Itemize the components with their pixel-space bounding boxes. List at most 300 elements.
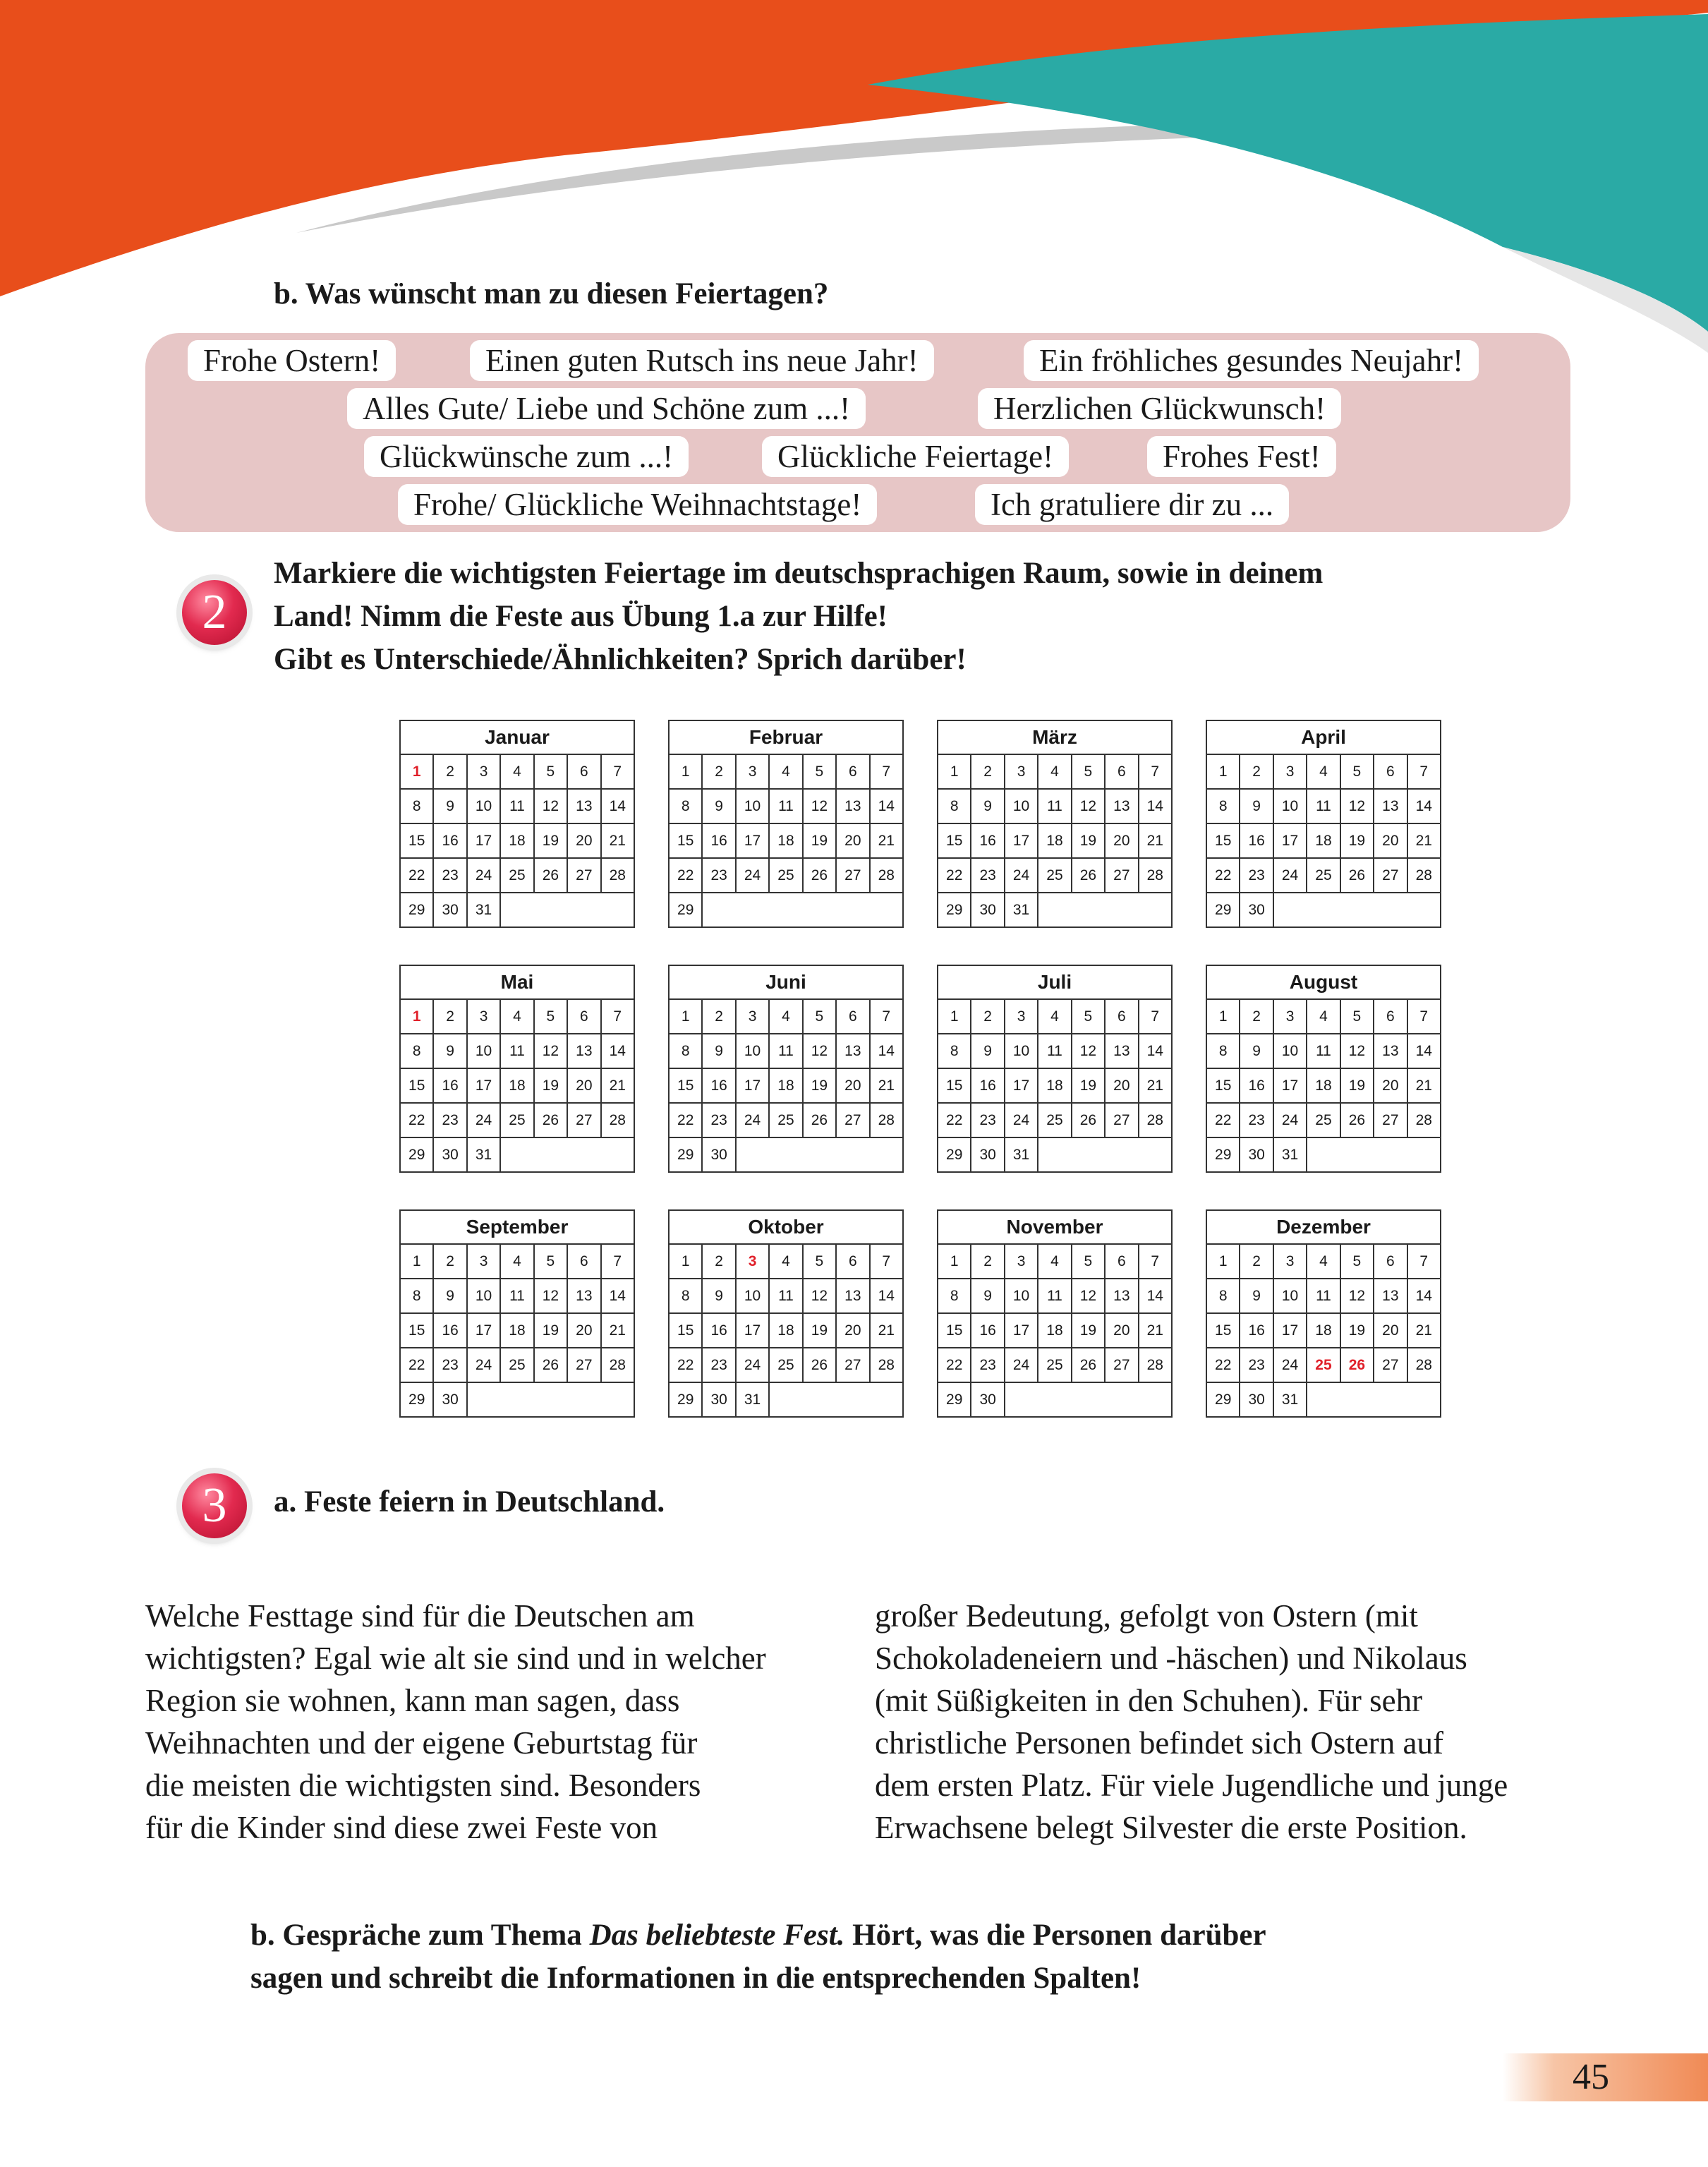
calendar-day[interactable]: 1 — [400, 999, 433, 1034]
calendar-day[interactable]: 5 — [534, 999, 567, 1034]
calendar-day[interactable]: 25 — [769, 858, 802, 893]
calendar-day[interactable]: 21 — [601, 823, 634, 858]
calendar-day[interactable]: 20 — [1105, 1313, 1138, 1348]
calendar-day[interactable]: 23 — [1240, 858, 1273, 893]
calendar-day[interactable]: 1 — [669, 999, 702, 1034]
calendar-day[interactable]: 12 — [1072, 1034, 1105, 1068]
calendar-day[interactable]: 13 — [1105, 1279, 1138, 1313]
calendar-day[interactable]: 14 — [1407, 789, 1441, 823]
calendar-day[interactable]: 31 — [1005, 1137, 1038, 1172]
calendar-day[interactable]: 2 — [971, 1244, 1004, 1279]
calendar-day[interactable]: 21 — [1139, 1313, 1172, 1348]
calendar-day[interactable]: 26 — [803, 858, 836, 893]
calendar-day[interactable]: 6 — [567, 754, 600, 789]
calendar-day[interactable]: 2 — [1240, 1244, 1273, 1279]
calendar-day[interactable]: 23 — [433, 1103, 466, 1137]
calendar-day[interactable]: 17 — [1005, 823, 1038, 858]
calendar-day[interactable]: 22 — [1206, 858, 1240, 893]
calendar-day[interactable]: 24 — [467, 1103, 500, 1137]
calendar-day[interactable]: 10 — [736, 789, 769, 823]
calendar-day[interactable]: 23 — [971, 1103, 1004, 1137]
calendar-day[interactable]: 14 — [1139, 789, 1172, 823]
calendar-day[interactable]: 4 — [1038, 1244, 1071, 1279]
calendar-day[interactable]: 19 — [1340, 1068, 1374, 1103]
calendar-day[interactable]: 20 — [1105, 1068, 1138, 1103]
calendar-day[interactable]: 15 — [400, 823, 433, 858]
calendar-day[interactable]: 9 — [1240, 1279, 1273, 1313]
calendar-day[interactable]: 28 — [870, 1348, 903, 1382]
calendar-day[interactable]: 25 — [1038, 858, 1071, 893]
calendar-day[interactable]: 20 — [567, 1068, 600, 1103]
calendar-day[interactable]: 18 — [1307, 1313, 1340, 1348]
calendar-day[interactable]: 22 — [400, 858, 433, 893]
calendar-day[interactable]: 14 — [1139, 1279, 1172, 1313]
calendar-day[interactable]: 28 — [601, 1348, 634, 1382]
calendar-day[interactable]: 18 — [1307, 823, 1340, 858]
calendar-day[interactable]: 23 — [1240, 1348, 1273, 1382]
calendar-day[interactable]: 19 — [534, 823, 567, 858]
calendar-day[interactable]: 22 — [669, 1348, 702, 1382]
calendar-day[interactable]: 9 — [1240, 1034, 1273, 1068]
calendar-day[interactable]: 8 — [1206, 1034, 1240, 1068]
calendar-day[interactable]: 25 — [769, 1103, 802, 1137]
calendar-day[interactable]: 8 — [938, 1279, 971, 1313]
calendar-day[interactable]: 10 — [1273, 1034, 1307, 1068]
calendar-day[interactable]: 3 — [1005, 999, 1038, 1034]
calendar-day[interactable]: 8 — [400, 789, 433, 823]
calendar-day[interactable]: 14 — [601, 1279, 634, 1313]
calendar-day[interactable]: 8 — [938, 1034, 971, 1068]
calendar-day[interactable]: 8 — [669, 1279, 702, 1313]
calendar-day[interactable]: 12 — [1340, 789, 1374, 823]
calendar-day[interactable]: 10 — [736, 1279, 769, 1313]
calendar-day[interactable]: 30 — [1240, 893, 1273, 927]
calendar-day[interactable]: 17 — [467, 1068, 500, 1103]
calendar-day[interactable]: 11 — [1038, 789, 1071, 823]
calendar-day[interactable]: 8 — [400, 1034, 433, 1068]
calendar-day[interactable]: 21 — [870, 1313, 903, 1348]
calendar-day[interactable]: 15 — [400, 1068, 433, 1103]
calendar-day[interactable]: 20 — [836, 1313, 869, 1348]
calendar-day[interactable]: 18 — [500, 823, 533, 858]
calendar-day[interactable]: 27 — [1105, 1348, 1138, 1382]
calendar-day[interactable]: 7 — [1139, 1244, 1172, 1279]
calendar-day[interactable]: 4 — [1307, 1244, 1340, 1279]
calendar-day[interactable]: 12 — [534, 1034, 567, 1068]
calendar-day[interactable]: 5 — [534, 754, 567, 789]
calendar-day[interactable]: 13 — [836, 789, 869, 823]
calendar-day[interactable]: 29 — [1206, 1382, 1240, 1417]
calendar-day[interactable]: 27 — [1374, 858, 1407, 893]
calendar-day[interactable]: 29 — [669, 1137, 702, 1172]
calendar-day[interactable]: 17 — [1273, 823, 1307, 858]
calendar-day[interactable]: 16 — [971, 823, 1004, 858]
calendar-day[interactable]: 28 — [1139, 1103, 1172, 1137]
calendar-day[interactable]: 25 — [769, 1348, 802, 1382]
calendar-day[interactable]: 18 — [500, 1313, 533, 1348]
calendar-day[interactable]: 22 — [938, 1103, 971, 1137]
calendar-day[interactable]: 3 — [1273, 1244, 1307, 1279]
calendar-day[interactable]: 17 — [467, 823, 500, 858]
calendar-day[interactable]: 16 — [971, 1068, 1004, 1103]
calendar-day[interactable]: 26 — [534, 1103, 567, 1137]
calendar-day[interactable]: 3 — [467, 999, 500, 1034]
calendar-day[interactable]: 22 — [669, 1103, 702, 1137]
calendar-day[interactable]: 2 — [433, 999, 466, 1034]
calendar-day[interactable]: 29 — [400, 1382, 433, 1417]
calendar-day[interactable]: 2 — [702, 999, 735, 1034]
calendar-day[interactable]: 18 — [769, 1068, 802, 1103]
calendar-day[interactable]: 15 — [400, 1313, 433, 1348]
calendar-day[interactable]: 7 — [1407, 999, 1441, 1034]
calendar-day[interactable]: 13 — [1374, 1279, 1407, 1313]
calendar-day[interactable]: 9 — [1240, 789, 1273, 823]
calendar-day[interactable]: 14 — [870, 1034, 903, 1068]
calendar-day[interactable]: 11 — [1038, 1279, 1071, 1313]
calendar-day[interactable]: 20 — [836, 1068, 869, 1103]
calendar-day[interactable]: 14 — [1407, 1279, 1441, 1313]
calendar-day[interactable]: 11 — [500, 789, 533, 823]
calendar-day[interactable]: 11 — [500, 1279, 533, 1313]
calendar-day[interactable]: 6 — [1105, 999, 1138, 1034]
calendar-day[interactable]: 26 — [1072, 1348, 1105, 1382]
calendar-day[interactable]: 27 — [836, 858, 869, 893]
calendar-day[interactable]: 30 — [971, 1382, 1004, 1417]
calendar-day[interactable]: 11 — [769, 789, 802, 823]
calendar-day[interactable]: 7 — [1139, 754, 1172, 789]
calendar-day[interactable]: 5 — [1072, 1244, 1105, 1279]
calendar-day[interactable]: 29 — [938, 893, 971, 927]
calendar-day[interactable]: 8 — [1206, 1279, 1240, 1313]
calendar-day[interactable]: 13 — [567, 1279, 600, 1313]
calendar-day[interactable]: 8 — [400, 1279, 433, 1313]
calendar-day[interactable]: 7 — [870, 754, 903, 789]
calendar-day[interactable]: 17 — [736, 1313, 769, 1348]
calendar-day[interactable]: 6 — [1374, 999, 1407, 1034]
calendar-day[interactable]: 23 — [433, 858, 466, 893]
calendar-day[interactable]: 29 — [938, 1137, 971, 1172]
calendar-day[interactable]: 6 — [836, 1244, 869, 1279]
calendar-day[interactable]: 29 — [669, 1382, 702, 1417]
calendar-day[interactable]: 7 — [601, 754, 634, 789]
calendar-day[interactable]: 31 — [1273, 1137, 1307, 1172]
calendar-day[interactable]: 23 — [702, 858, 735, 893]
calendar-day[interactable]: 2 — [971, 754, 1004, 789]
calendar-day[interactable]: 25 — [1307, 1103, 1340, 1137]
calendar-day[interactable]: 27 — [1374, 1348, 1407, 1382]
calendar-day[interactable]: 17 — [1273, 1313, 1307, 1348]
calendar-day[interactable]: 30 — [702, 1382, 735, 1417]
calendar-day[interactable]: 21 — [601, 1313, 634, 1348]
calendar-day[interactable]: 21 — [1407, 1068, 1441, 1103]
calendar-day[interactable]: 27 — [567, 1103, 600, 1137]
calendar-day[interactable]: 6 — [836, 999, 869, 1034]
calendar-day[interactable]: 5 — [1340, 754, 1374, 789]
calendar-day[interactable]: 26 — [534, 1348, 567, 1382]
calendar-day[interactable]: 11 — [1307, 1279, 1340, 1313]
calendar-day[interactable]: 6 — [1374, 1244, 1407, 1279]
calendar-day[interactable]: 14 — [1139, 1034, 1172, 1068]
calendar-day[interactable]: 1 — [1206, 1244, 1240, 1279]
calendar-day[interactable]: 1 — [669, 754, 702, 789]
calendar-day[interactable]: 28 — [870, 858, 903, 893]
calendar-day[interactable]: 2 — [702, 1244, 735, 1279]
calendar-day[interactable]: 19 — [1340, 1313, 1374, 1348]
calendar-day[interactable]: 21 — [601, 1068, 634, 1103]
calendar-day[interactable]: 25 — [1307, 858, 1340, 893]
calendar-day[interactable]: 21 — [1139, 1068, 1172, 1103]
calendar-day[interactable]: 21 — [1407, 1313, 1441, 1348]
calendar-day[interactable]: 24 — [736, 1348, 769, 1382]
calendar-day[interactable]: 11 — [769, 1034, 802, 1068]
calendar-day[interactable]: 12 — [1072, 1279, 1105, 1313]
calendar-day[interactable]: 27 — [1105, 1103, 1138, 1137]
calendar-day[interactable]: 10 — [1273, 1279, 1307, 1313]
calendar-day[interactable]: 1 — [400, 1244, 433, 1279]
calendar-day[interactable]: 9 — [433, 1279, 466, 1313]
calendar-day[interactable]: 7 — [1407, 754, 1441, 789]
calendar-day[interactable]: 10 — [467, 1279, 500, 1313]
calendar-day[interactable]: 27 — [836, 1348, 869, 1382]
calendar-day[interactable]: 25 — [500, 858, 533, 893]
calendar-day[interactable]: 30 — [702, 1137, 735, 1172]
calendar-day[interactable]: 9 — [702, 1034, 735, 1068]
calendar-day[interactable]: 4 — [1307, 999, 1340, 1034]
calendar-day[interactable]: 19 — [534, 1313, 567, 1348]
calendar-day[interactable]: 16 — [702, 1313, 735, 1348]
calendar-day[interactable]: 5 — [803, 999, 836, 1034]
calendar-day[interactable]: 14 — [870, 789, 903, 823]
calendar-day[interactable]: 27 — [1105, 858, 1138, 893]
calendar-day[interactable]: 7 — [1407, 1244, 1441, 1279]
calendar-day[interactable]: 30 — [433, 893, 466, 927]
calendar-day[interactable]: 4 — [769, 754, 802, 789]
calendar-day[interactable]: 6 — [567, 999, 600, 1034]
calendar-day[interactable]: 30 — [971, 893, 1004, 927]
calendar-day[interactable]: 21 — [1407, 823, 1441, 858]
calendar-day[interactable]: 17 — [736, 1068, 769, 1103]
calendar-day[interactable]: 3 — [1273, 754, 1307, 789]
calendar-day[interactable]: 1 — [938, 1244, 971, 1279]
calendar-day[interactable]: 5 — [803, 1244, 836, 1279]
calendar-day[interactable]: 11 — [500, 1034, 533, 1068]
calendar-day[interactable]: 28 — [1407, 858, 1441, 893]
calendar-day[interactable]: 5 — [1340, 999, 1374, 1034]
calendar-day[interactable]: 27 — [567, 1348, 600, 1382]
calendar-day[interactable]: 5 — [803, 754, 836, 789]
calendar-day[interactable]: 11 — [1307, 789, 1340, 823]
calendar-day[interactable]: 18 — [500, 1068, 533, 1103]
calendar-day[interactable]: 15 — [669, 1313, 702, 1348]
calendar-day[interactable]: 21 — [870, 823, 903, 858]
calendar-day[interactable]: 16 — [1240, 823, 1273, 858]
calendar-day[interactable]: 12 — [534, 1279, 567, 1313]
calendar-day[interactable]: 18 — [769, 1313, 802, 1348]
calendar-day[interactable]: 4 — [1307, 754, 1340, 789]
calendar-day[interactable]: 10 — [467, 789, 500, 823]
calendar-day[interactable]: 1 — [938, 999, 971, 1034]
calendar-day[interactable]: 23 — [971, 858, 1004, 893]
calendar-day[interactable]: 16 — [1240, 1313, 1273, 1348]
calendar-day[interactable]: 22 — [938, 1348, 971, 1382]
calendar-day[interactable]: 29 — [938, 1382, 971, 1417]
calendar-day[interactable]: 24 — [1005, 1103, 1038, 1137]
calendar-day[interactable]: 8 — [669, 1034, 702, 1068]
calendar-day[interactable]: 9 — [702, 1279, 735, 1313]
calendar-day[interactable]: 29 — [669, 893, 702, 927]
calendar-day[interactable]: 16 — [433, 1068, 466, 1103]
calendar-day[interactable]: 14 — [601, 1034, 634, 1068]
calendar-day[interactable]: 4 — [500, 999, 533, 1034]
calendar-day[interactable]: 1 — [938, 754, 971, 789]
calendar-day[interactable]: 6 — [1374, 754, 1407, 789]
calendar-day[interactable]: 27 — [1374, 1103, 1407, 1137]
calendar-day[interactable]: 12 — [1340, 1034, 1374, 1068]
calendar-day[interactable]: 7 — [601, 1244, 634, 1279]
calendar-day[interactable]: 16 — [433, 1313, 466, 1348]
calendar-day[interactable]: 31 — [736, 1382, 769, 1417]
calendar-day[interactable]: 31 — [467, 893, 500, 927]
calendar-day[interactable]: 17 — [1273, 1068, 1307, 1103]
calendar-day[interactable]: 18 — [1038, 1313, 1071, 1348]
calendar-day[interactable]: 25 — [500, 1103, 533, 1137]
calendar-day[interactable]: 14 — [1407, 1034, 1441, 1068]
calendar-day[interactable]: 9 — [433, 1034, 466, 1068]
calendar-day[interactable]: 12 — [803, 789, 836, 823]
calendar-day[interactable]: 13 — [836, 1279, 869, 1313]
calendar-day[interactable]: 26 — [1340, 1103, 1374, 1137]
calendar-day[interactable]: 22 — [400, 1348, 433, 1382]
calendar-day[interactable]: 29 — [400, 893, 433, 927]
calendar-day[interactable]: 24 — [467, 858, 500, 893]
calendar-day[interactable]: 12 — [803, 1034, 836, 1068]
calendar-day[interactable]: 10 — [1005, 1279, 1038, 1313]
calendar-day[interactable]: 4 — [500, 754, 533, 789]
calendar-day[interactable]: 11 — [1038, 1034, 1071, 1068]
calendar-day[interactable]: 10 — [467, 1034, 500, 1068]
calendar-day[interactable]: 23 — [702, 1348, 735, 1382]
calendar-day[interactable]: 1 — [1206, 754, 1240, 789]
calendar-day[interactable]: 31 — [1005, 893, 1038, 927]
calendar-day[interactable]: 16 — [702, 1068, 735, 1103]
calendar-day[interactable]: 6 — [567, 1244, 600, 1279]
calendar-day[interactable]: 19 — [803, 1313, 836, 1348]
calendar-day[interactable]: 30 — [433, 1137, 466, 1172]
calendar-day[interactable]: 10 — [736, 1034, 769, 1068]
calendar-day[interactable]: 17 — [1005, 1068, 1038, 1103]
calendar-day[interactable]: 10 — [1005, 789, 1038, 823]
calendar-day[interactable]: 27 — [567, 858, 600, 893]
calendar-day[interactable]: 26 — [803, 1348, 836, 1382]
calendar-day[interactable]: 17 — [1005, 1313, 1038, 1348]
calendar-day[interactable]: 9 — [702, 789, 735, 823]
calendar-day[interactable]: 15 — [669, 1068, 702, 1103]
calendar-day[interactable]: 20 — [1374, 1068, 1407, 1103]
calendar-day[interactable]: 8 — [938, 789, 971, 823]
calendar-day[interactable]: 15 — [1206, 1068, 1240, 1103]
calendar-day[interactable]: 31 — [1273, 1382, 1307, 1417]
calendar-day[interactable]: 17 — [736, 823, 769, 858]
calendar-day[interactable]: 2 — [1240, 999, 1273, 1034]
calendar-day[interactable]: 4 — [500, 1244, 533, 1279]
calendar-day[interactable]: 3 — [736, 999, 769, 1034]
calendar-day[interactable]: 26 — [1072, 1103, 1105, 1137]
calendar-day[interactable]: 23 — [971, 1348, 1004, 1382]
calendar-day[interactable]: 15 — [1206, 823, 1240, 858]
calendar-day[interactable]: 23 — [433, 1348, 466, 1382]
calendar-day[interactable]: 13 — [1105, 1034, 1138, 1068]
calendar-day[interactable]: 6 — [1105, 754, 1138, 789]
calendar-day[interactable]: 14 — [601, 789, 634, 823]
calendar-day[interactable]: 2 — [433, 754, 466, 789]
calendar-day[interactable]: 3 — [467, 754, 500, 789]
calendar-day[interactable]: 16 — [1240, 1068, 1273, 1103]
calendar-day[interactable]: 13 — [836, 1034, 869, 1068]
calendar-day[interactable]: 23 — [702, 1103, 735, 1137]
calendar-day[interactable]: 4 — [769, 999, 802, 1034]
calendar-day[interactable]: 9 — [971, 1034, 1004, 1068]
calendar-day[interactable]: 26 — [1340, 1348, 1374, 1382]
calendar-day[interactable]: 7 — [601, 999, 634, 1034]
calendar-day[interactable]: 10 — [1005, 1034, 1038, 1068]
calendar-day[interactable]: 2 — [433, 1244, 466, 1279]
calendar-day[interactable]: 9 — [971, 789, 1004, 823]
calendar-day[interactable]: 19 — [1072, 823, 1105, 858]
calendar-day[interactable]: 23 — [1240, 1103, 1273, 1137]
calendar-day[interactable]: 30 — [1240, 1382, 1273, 1417]
calendar-day[interactable]: 15 — [938, 823, 971, 858]
calendar-day[interactable]: 7 — [1139, 999, 1172, 1034]
calendar-day[interactable]: 22 — [1206, 1103, 1240, 1137]
calendar-day[interactable]: 18 — [1307, 1068, 1340, 1103]
calendar-day[interactable]: 17 — [467, 1313, 500, 1348]
calendar-day[interactable]: 15 — [938, 1313, 971, 1348]
calendar-day[interactable]: 25 — [1307, 1348, 1340, 1382]
calendar-day[interactable]: 26 — [1340, 858, 1374, 893]
calendar-day[interactable]: 28 — [1407, 1348, 1441, 1382]
calendar-day[interactable]: 30 — [1240, 1137, 1273, 1172]
calendar-day[interactable]: 20 — [1374, 1313, 1407, 1348]
calendar-day[interactable]: 29 — [1206, 893, 1240, 927]
calendar-day[interactable]: 13 — [1105, 789, 1138, 823]
calendar-day[interactable]: 11 — [769, 1279, 802, 1313]
calendar-day[interactable]: 13 — [567, 789, 600, 823]
calendar-day[interactable]: 5 — [1340, 1244, 1374, 1279]
calendar-day[interactable]: 1 — [400, 754, 433, 789]
calendar-day[interactable]: 15 — [669, 823, 702, 858]
calendar-day[interactable]: 30 — [971, 1137, 1004, 1172]
calendar-day[interactable]: 7 — [870, 999, 903, 1034]
calendar-day[interactable]: 29 — [1206, 1137, 1240, 1172]
calendar-day[interactable]: 1 — [1206, 999, 1240, 1034]
calendar-day[interactable]: 14 — [870, 1279, 903, 1313]
calendar-day[interactable]: 2 — [702, 754, 735, 789]
calendar-day[interactable]: 13 — [567, 1034, 600, 1068]
calendar-day[interactable]: 1 — [669, 1244, 702, 1279]
calendar-day[interactable]: 24 — [1273, 1348, 1307, 1382]
calendar-day[interactable]: 24 — [1273, 858, 1307, 893]
calendar-day[interactable]: 13 — [1374, 1034, 1407, 1068]
calendar-day[interactable]: 3 — [467, 1244, 500, 1279]
calendar-day[interactable]: 24 — [1005, 1348, 1038, 1382]
calendar-day[interactable]: 5 — [1072, 754, 1105, 789]
calendar-day[interactable]: 18 — [1038, 823, 1071, 858]
calendar-day[interactable]: 3 — [1005, 1244, 1038, 1279]
calendar-day[interactable]: 19 — [1340, 823, 1374, 858]
calendar-day[interactable]: 31 — [467, 1137, 500, 1172]
calendar-day[interactable]: 29 — [400, 1137, 433, 1172]
calendar-day[interactable]: 22 — [1206, 1348, 1240, 1382]
